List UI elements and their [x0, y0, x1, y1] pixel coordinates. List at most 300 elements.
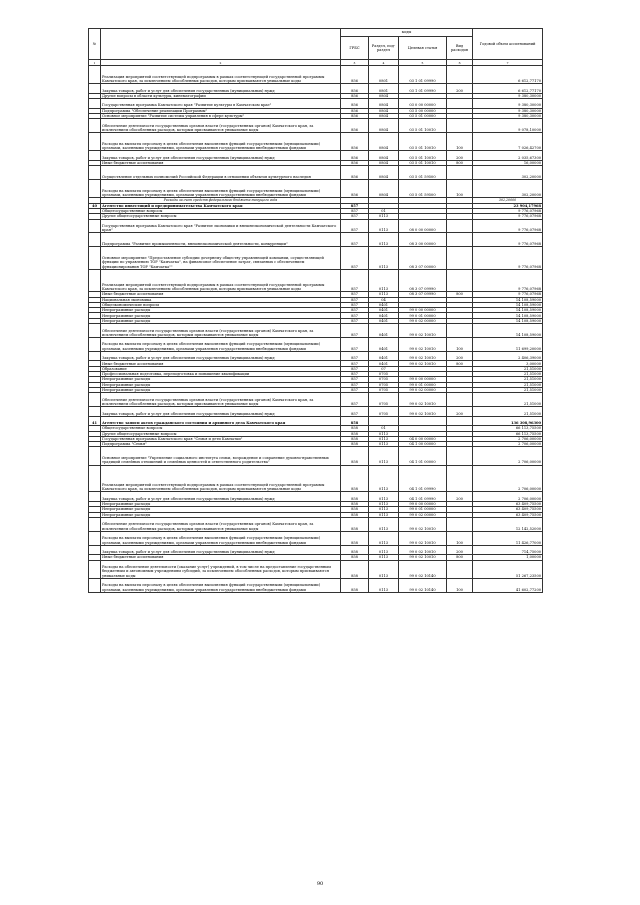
- row-name-cell: Непрограммные расходы: [101, 377, 341, 382]
- row-sum-cell: 136 308,96300: [473, 416, 543, 426]
- row-sum-cell: 6 612,77170: [473, 66, 543, 84]
- row-name-cell: Иные бюджетные ассигнования: [101, 555, 341, 560]
- row-number-cell: [89, 84, 101, 94]
- row-number-cell: [89, 99, 101, 109]
- row-grbs-cell: 857: [341, 219, 369, 233]
- row-grbs-cell: 856: [341, 151, 369, 161]
- row-name-cell: Закупка товаров, работ и услуг для обеспечения государственных (муниципальных) нужд: [101, 492, 341, 502]
- row-target-article-cell: 04 1 01 09990: [399, 465, 447, 492]
- table-row: [89, 492, 543, 502]
- row-section-cell: 0113: [369, 292, 399, 297]
- row-number-cell: [89, 545, 101, 555]
- row-grbs-cell: 857: [341, 387, 369, 392]
- row-sum-cell: 1,00000: [473, 555, 543, 560]
- row-name-cell: Национальная экономика: [101, 297, 341, 302]
- row-number-cell: [89, 166, 101, 180]
- row-section-cell: 0401: [369, 318, 399, 323]
- table-row: [89, 337, 543, 351]
- row-expense-type-cell: [447, 247, 473, 270]
- table-row: [89, 517, 543, 531]
- row-section-cell: 0113: [369, 512, 399, 517]
- row-expense-type-cell: [447, 517, 473, 531]
- row-expense-type-cell: 100: [447, 337, 473, 351]
- row-section-cell: 0113: [369, 531, 399, 545]
- row-name-cell: Непрограммные расходы: [101, 387, 341, 392]
- row-sum-cell: 9 380,30000: [473, 93, 543, 98]
- row-grbs-cell: 858: [341, 507, 369, 512]
- row-grbs-cell: 857: [341, 247, 369, 270]
- row-grbs-cell: 858: [341, 502, 369, 507]
- row-sum-cell: 2 406,39000: [473, 351, 543, 361]
- row-target-article-cell: 99 0 02 00000: [399, 512, 447, 517]
- row-target-article-cell: 03 5 01 10010: [399, 119, 447, 133]
- row-section-cell: 0804: [369, 166, 399, 180]
- table-row: [89, 247, 543, 270]
- row-sum-cell: 9 776,07968: [473, 233, 543, 247]
- row-section-cell: [369, 416, 399, 426]
- table-row: [89, 560, 543, 578]
- row-target-article-cell: 03 5 01 59500: [399, 166, 447, 180]
- row-expense-type-cell: [447, 393, 473, 407]
- row-expense-type-cell: 100: [447, 578, 473, 592]
- row-sum-cell: 2 706,00000: [473, 465, 543, 492]
- row-target-article-cell: 03 5 01 10010: [399, 151, 447, 161]
- row-section-cell: 0804: [369, 99, 399, 109]
- row-grbs-cell: 858: [341, 578, 369, 592]
- row-expense-type-cell: 100: [447, 133, 473, 151]
- column-header-codes: коды: [341, 29, 473, 37]
- row-grbs-cell: 857: [341, 292, 369, 297]
- row-name-cell: Закупка товаров, работ и услуг для обеспечения государственных (муниципальных) нужд: [101, 407, 341, 417]
- column-index: 2: [101, 60, 341, 66]
- row-expense-type-cell: 200: [447, 492, 473, 502]
- row-name-cell: Образование: [101, 366, 341, 371]
- row-target-article-cell: 99 0 02 10140: [399, 578, 447, 592]
- row-section-cell: 0113: [369, 233, 399, 247]
- table-row: [89, 465, 543, 492]
- row-section-cell: 0113: [369, 442, 399, 447]
- row-expense-type-cell: [447, 233, 473, 247]
- row-name-cell: Основное мероприятие "Укрепление социального института семьи, возрождение и сохранение духовно-нравственных традиций семейных отношений и семейных ценностей и ответственного родительства": [101, 447, 341, 465]
- row-name-cell: Реализация мероприятий соответствующей подпрограммы в рамках соответствующей государственной программы Камчатского края, за исключением обособленных расходов, которым присваиваются уникальные коды: [101, 66, 341, 84]
- table-row: [89, 166, 543, 180]
- row-section-cell: 0804: [369, 151, 399, 161]
- row-name-cell: Реализация мероприятий соответствующей подпрограммы в рамках соответствующей государственной программы Камчатского края, за исключением обособленных расходов, которым присваиваются уникальные коды: [101, 465, 341, 492]
- row-target-article-cell: 99 0 02 10010: [399, 531, 447, 545]
- row-section-cell: 0804: [369, 133, 399, 151]
- row-target-article-cell: 08 3 07 00000: [399, 247, 447, 270]
- row-name-cell: Непрограммные расходы: [101, 502, 341, 507]
- row-grbs-cell: 856: [341, 160, 369, 165]
- row-name-cell: Расходы на выплаты персоналу в целях обеспечения выполнения функций государственными (муниципальными) органами, казенными учреждениями, органами управления государственными внебюджетными фондами: [101, 337, 341, 351]
- row-target-article-cell: 03 5 01 59500: [399, 180, 447, 198]
- row-name-cell: Расходы на выплаты персоналу в целях обеспечения выполнения функций государственными (муниципальными) органами, казенными учреждениями, органами управления государственными внебюджетными фондами: [101, 531, 341, 545]
- table-row: [89, 219, 543, 233]
- row-sum-cell: 12 142,52000: [473, 517, 543, 531]
- row-grbs-cell: 858: [341, 560, 369, 578]
- row-number-cell: 41: [89, 416, 101, 426]
- row-grbs-cell: 858: [341, 545, 369, 555]
- row-section-cell: 0804: [369, 113, 399, 118]
- row-grbs-cell: 858: [341, 436, 369, 441]
- row-grbs-cell: 858: [341, 442, 369, 447]
- row-section-cell: 0113: [369, 431, 399, 436]
- row-grbs-cell: 857: [341, 393, 369, 407]
- row-number-cell: [89, 407, 101, 417]
- row-number-cell: [89, 66, 101, 84]
- table-row: [89, 531, 543, 545]
- row-name-cell: Общегосударственные вопросы: [101, 208, 341, 213]
- row-sum-cell: 63 409,75500: [473, 502, 543, 507]
- row-target-article-cell: 99 0 01 00000: [399, 507, 447, 512]
- row-sum-cell: 14 108,59000: [473, 308, 543, 313]
- row-sum-cell: 21,51000: [473, 366, 543, 371]
- column-index: 5: [399, 60, 447, 66]
- row-number-cell: [89, 133, 101, 151]
- row-expense-type-cell: [447, 119, 473, 133]
- row-expense-type-cell: 100: [447, 180, 473, 198]
- row-target-article-cell: 99 0 02 10010: [399, 517, 447, 531]
- row-sum-cell: 21,51000: [473, 372, 543, 377]
- column-index: 6: [447, 60, 473, 66]
- row-target-article-cell: [399, 416, 447, 426]
- row-section-cell: 0705: [369, 382, 399, 387]
- row-number-cell: [89, 247, 101, 270]
- row-name-cell: Другие вопросы в области культуры, кинематографии: [101, 93, 341, 98]
- row-sum-cell: 14 108,59000: [473, 318, 543, 323]
- row-name-cell: Обеспечение деятельности государственных органов власти (государственных органов) Камчатского края, за исключением обособленных расходов, которым присваиваются уникальные коды: [101, 393, 341, 407]
- row-number-cell: [89, 351, 101, 361]
- table-row: [89, 269, 543, 292]
- row-grbs-cell: 857: [341, 324, 369, 338]
- row-name-cell: Государственная программа Камчатского края "Развитие экономики и внешнеэкономической деятельности Камчатского края": [101, 219, 341, 233]
- row-grbs-cell: 858: [341, 447, 369, 465]
- row-target-article-cell: 99 0 02 10010: [399, 545, 447, 555]
- table-row: [89, 84, 543, 94]
- row-name-cell: Другие общегосударственные вопросы: [101, 214, 341, 219]
- row-section-cell: 0113: [369, 247, 399, 270]
- row-target-article-cell: 03 5 01 10010: [399, 133, 447, 151]
- row-expense-type-cell: 200: [447, 545, 473, 555]
- row-name-cell: Профессиональная подготовка, переподготовка и повышение квалификации: [101, 372, 341, 377]
- row-grbs-cell: 856: [341, 133, 369, 151]
- row-target-article-cell: 99 0 02 10010: [399, 351, 447, 361]
- budget-table-sheet: [88, 28, 542, 593]
- row-name-cell: Другие общегосударственные вопросы: [101, 431, 341, 436]
- row-sum-cell: 21,51000: [473, 407, 543, 417]
- table-body: [89, 66, 543, 593]
- row-sum-cell: 302,20000: [473, 180, 543, 198]
- row-name-cell: Иные бюджетные ассигнования: [101, 361, 341, 366]
- row-target-article-cell: 03 5 01 10010: [399, 160, 447, 165]
- row-grbs-cell: 856: [341, 180, 369, 198]
- row-grbs-cell: 857: [341, 361, 369, 366]
- row-sum-cell: 21,51000: [473, 382, 543, 387]
- row-grbs-cell: 856: [341, 166, 369, 180]
- row-number-cell: [89, 578, 101, 592]
- row-target-article-cell: 99 0 00 00000: [399, 308, 447, 313]
- row-section-cell: 0401: [369, 313, 399, 318]
- row-target-article-cell: 99 0 02 10140: [399, 560, 447, 578]
- row-sum-cell: 9 776,07968: [473, 269, 543, 292]
- table-row: [89, 447, 543, 465]
- row-expense-type-cell: 800: [447, 160, 473, 165]
- row-target-article-cell: 03 0 00 00000: [399, 99, 447, 109]
- row-name-cell: Реализация мероприятий соответствующей подпрограммы в рамках соответствующей государственной программы Камчатского края, за исключением обособленных расходов, которым присваиваются уникальные коды: [101, 269, 341, 292]
- row-number-cell: [89, 393, 101, 407]
- row-grbs-cell: 857: [341, 203, 369, 208]
- row-name-cell: Основное мероприятие "Развитие системы управления в сфере культуры": [101, 113, 341, 118]
- row-sum-cell: 9 776,07968: [473, 247, 543, 270]
- row-expense-type-cell: [447, 447, 473, 465]
- row-grbs-cell: 857: [341, 233, 369, 247]
- row-expense-type-cell: 200: [447, 151, 473, 161]
- table-row: [89, 578, 543, 592]
- row-name-cell: Осуществление отдельных полномочий Российской Федерации в отношении объектов культурного наследия: [101, 166, 341, 180]
- row-section-cell: 0113: [369, 578, 399, 592]
- row-name-cell: Закупка товаров, работ и услуг для обеспечения государственных (муниципальных) нужд: [101, 151, 341, 161]
- table-row: [89, 180, 543, 198]
- row-target-article-cell: 08 0 00 00000: [399, 219, 447, 233]
- row-target-article-cell: 03 1 01 09990: [399, 66, 447, 84]
- row-target-article-cell: 99 0 01 00000: [399, 313, 447, 318]
- row-target-article-cell: 99 0 02 10010: [399, 555, 447, 560]
- row-target-article-cell: 99 0 02 10010: [399, 337, 447, 351]
- row-sum-cell: 11 699,20000: [473, 337, 543, 351]
- row-section-cell: 0705: [369, 393, 399, 407]
- row-name-cell: Основное мероприятие "Предоставление субсидии дочернему обществу управляющей компании, осуществляющей функции по управлению ТОР "Камчатка", на финансовое обеспечение затрат, связанных с обеспечением функционирования ТОР "Камчатка"": [101, 247, 341, 270]
- row-sum-cell: 63 409,75500: [473, 507, 543, 512]
- row-section-cell: 0401: [369, 351, 399, 361]
- row-grbs-cell: 857: [341, 308, 369, 313]
- column-index: 4: [369, 60, 399, 66]
- row-sum-cell: 14 108,59000: [473, 324, 543, 338]
- row-name-cell: Подпрограмма "Развитие промышленности, внешнеэкономической деятельности, конкуренции": [101, 233, 341, 247]
- row-name-cell: Иные бюджетные ассигнования: [101, 160, 341, 165]
- row-section-cell: 0113: [369, 507, 399, 512]
- row-sum-cell: 9 776,07968: [473, 292, 543, 297]
- row-section-cell: 0705: [369, 377, 399, 382]
- row-name-cell: Непрограммные расходы: [101, 308, 341, 313]
- row-sum-cell: 2 706,00000: [473, 447, 543, 465]
- column-header-expense-type: Вид расходов: [447, 37, 473, 60]
- table-row: [89, 99, 543, 109]
- row-name-cell: Общеэкономические вопросы: [101, 302, 341, 307]
- row-grbs-cell: 857: [341, 302, 369, 307]
- row-sum-cell: 16,00000: [473, 160, 543, 165]
- row-sum-cell: 714,75000: [473, 545, 543, 555]
- row-target-article-cell: 99 0 02 10010: [399, 393, 447, 407]
- row-sum-cell: 66 113,75500: [473, 431, 543, 436]
- row-grbs-cell: 857: [341, 269, 369, 292]
- row-grbs-cell: 856: [341, 84, 369, 94]
- row-section-cell: 04: [369, 297, 399, 302]
- table-row: [89, 545, 543, 555]
- row-number-cell: [89, 180, 101, 198]
- row-target-article-cell: 99 0 00 00000: [399, 502, 447, 507]
- table-row: [89, 324, 543, 338]
- row-target-article-cell: 99 0 02 10010: [399, 361, 447, 366]
- row-sum-cell: 66 113,75500: [473, 426, 543, 431]
- row-name-cell: Государственная программа Камчатского края "Развитие культуры в Камчатском крае": [101, 99, 341, 109]
- table-row: [89, 351, 543, 361]
- row-number-cell: [89, 119, 101, 133]
- row-section-cell: 0401: [369, 308, 399, 313]
- column-header-target-article: Целевая статья: [399, 37, 447, 60]
- row-grbs-cell: 856: [341, 113, 369, 118]
- row-grbs-cell: 857: [341, 351, 369, 361]
- row-expense-type-cell: [447, 465, 473, 492]
- row-name-cell: Общегосударственные вопросы: [101, 426, 341, 431]
- row-sum-cell: 9 078,10000: [473, 119, 543, 133]
- page-number: 90: [316, 881, 324, 887]
- row-target-article-cell: 03 5 00 00000: [399, 108, 447, 113]
- row-expense-type-cell: 200: [447, 351, 473, 361]
- row-sum-cell: 14 108,59000: [473, 297, 543, 302]
- row-section-cell: 0705: [369, 372, 399, 377]
- row-grbs-cell: 858: [341, 531, 369, 545]
- row-number-cell: [89, 324, 101, 338]
- row-section-cell: 0401: [369, 302, 399, 307]
- row-sum-cell: 9 380,30000: [473, 108, 543, 113]
- row-target-article-cell: 99 0 02 10010: [399, 324, 447, 338]
- table-row: [89, 233, 543, 247]
- row-section-cell: 0401: [369, 337, 399, 351]
- row-number-cell: [89, 269, 101, 292]
- row-expense-type-cell: 200: [447, 84, 473, 94]
- row-grbs-cell: 856: [341, 99, 369, 109]
- row-section-cell: 0113: [369, 465, 399, 492]
- column-header-number: №: [89, 29, 101, 60]
- row-name-cell: Непрограммные расходы: [101, 507, 341, 512]
- column-header-section: Раздел, под-раздел: [369, 37, 399, 60]
- row-section-cell: 0113: [369, 545, 399, 555]
- row-grbs-cell: 857: [341, 377, 369, 382]
- row-target-article-cell: 04 1 01 00000: [399, 447, 447, 465]
- row-name-cell: Непрограммные расходы: [101, 382, 341, 387]
- row-target-article-cell: 99 0 00 00000: [399, 377, 447, 382]
- row-expense-type-cell: 100: [447, 531, 473, 545]
- row-grbs-cell: 857: [341, 313, 369, 318]
- row-grbs-cell: 858: [341, 492, 369, 502]
- row-section-cell: 0705: [369, 407, 399, 417]
- row-target-article-cell: 08 3 00 00000: [399, 233, 447, 247]
- row-target-article-cell: 08 3 07 09990: [399, 269, 447, 292]
- row-name-cell: Непрограммные расходы: [101, 318, 341, 323]
- row-name-cell: Расходы на обеспечение деятельности (оказание услуг) учреждений, в том числе на предоставление государственным бюджетным и автономным учреждениям субсидий, за исключением обособленных расходов, которым присваиваются уникальные коды: [101, 560, 341, 578]
- row-grbs-cell: 857: [341, 372, 369, 377]
- row-number-cell: [89, 337, 101, 351]
- row-section-cell: 0401: [369, 324, 399, 338]
- row-grbs-cell: 858: [341, 416, 369, 426]
- row-grbs-cell: 858: [341, 555, 369, 560]
- row-sum-cell: 9 776,07968: [473, 219, 543, 233]
- row-grbs-cell: 856: [341, 66, 369, 84]
- row-sum-cell: 51 267,23500: [473, 560, 543, 578]
- row-target-article-cell: 03 1 01 09990: [399, 84, 447, 94]
- row-grbs-cell: 857: [341, 214, 369, 219]
- table-row: [89, 416, 543, 426]
- row-target-article-cell: 04 1 00 00000: [399, 442, 447, 447]
- row-grbs-cell: 858: [341, 517, 369, 531]
- row-grbs-cell: 857: [341, 407, 369, 417]
- row-section-cell: 01: [369, 426, 399, 431]
- row-section-cell: 0804: [369, 108, 399, 113]
- row-sum-cell: 63 409,75500: [473, 512, 543, 517]
- table-row: [89, 66, 543, 84]
- row-number-cell: [89, 465, 101, 492]
- row-grbs-cell: 857: [341, 382, 369, 387]
- budget-table: [88, 28, 543, 593]
- row-section-cell: 0705: [369, 387, 399, 392]
- row-name-cell: Закупка товаров, работ и услуг для обеспечения государственных (муниципальных) нужд: [101, 351, 341, 361]
- row-name-cell: Подпрограмма "Семья": [101, 442, 341, 447]
- column-index: 3: [341, 60, 369, 66]
- row-expense-type-cell: [447, 560, 473, 578]
- row-grbs-cell: 856: [341, 108, 369, 113]
- row-number-cell: [89, 447, 101, 465]
- row-target-article-cell: 99 0 01 00000: [399, 382, 447, 387]
- row-section-cell: 0801: [369, 66, 399, 84]
- row-name-cell: Непрограммные расходы: [101, 512, 341, 517]
- row-sum-cell: 3,00000: [473, 361, 543, 366]
- row-name-cell: Обеспечение деятельности государственных органов власти (государственных органов) Камчатского края, за исключением обособленных расходов, которым присваиваются уникальные коды: [101, 324, 341, 338]
- row-sum-cell: 302,20000: [473, 166, 543, 180]
- row-sum-cell: 302,20000: [473, 198, 543, 203]
- row-sum-cell: 21,51000: [473, 387, 543, 392]
- row-sum-cell: 14 108,59000: [473, 302, 543, 307]
- row-section-cell: 0113: [369, 502, 399, 507]
- row-name-cell: Обеспечение деятельности государственных органов власти (государственных органов) Камчатского края, за исключением обособленных расходов, которым присваиваются уникальные коды: [101, 517, 341, 531]
- row-sum-cell: 21,51000: [473, 393, 543, 407]
- row-target-article-cell: 99 0 02 00000: [399, 387, 447, 392]
- row-sum-cell: 2 706,00000: [473, 492, 543, 502]
- row-name-cell: Обеспечение деятельности государственных органов власти (государственных органов) Камчатского края, за исключением обособленных расходов, которым присваиваются уникальные коды: [101, 119, 341, 133]
- row-target-article-cell: 99 0 02 00000: [399, 318, 447, 323]
- row-section-cell: 0401: [369, 361, 399, 366]
- row-sum-cell: 9 380,30000: [473, 113, 543, 118]
- row-sum-cell: 9 776,07968: [473, 208, 543, 213]
- table-row: [89, 393, 543, 407]
- row-expense-type-cell: [447, 416, 473, 426]
- row-number-cell: [89, 219, 101, 233]
- column-header-name: [101, 29, 341, 60]
- row-sum-cell: 2 035,67300: [473, 151, 543, 161]
- row-grbs-cell: 857: [341, 318, 369, 323]
- row-name-cell: Иные бюджетные ассигнования: [101, 292, 341, 297]
- row-expense-type-cell: 800: [447, 292, 473, 297]
- row-section-cell: 0113: [369, 219, 399, 233]
- row-name-cell: Агентство инвестиций и предпринимательства Камчатского края: [101, 203, 341, 208]
- row-name-cell: Расходы на выплаты персоналу в целях обеспечения выполнения функций государственными (муниципальными) органами, казенными учреждениями, органами управления государственными внебюджетными фондами: [101, 578, 341, 592]
- row-grbs-cell: 858: [341, 512, 369, 517]
- row-expense-type-cell: [447, 166, 473, 180]
- row-grbs-cell: 857: [341, 337, 369, 351]
- row-expense-type-cell: [447, 219, 473, 233]
- row-grbs-cell: 857: [341, 297, 369, 302]
- row-number-cell: [89, 517, 101, 531]
- row-sum-cell: 14 108,59000: [473, 313, 543, 318]
- row-number-cell: [89, 233, 101, 247]
- row-section-cell: 0804: [369, 93, 399, 98]
- row-target-article-cell: 04 0 00 00000: [399, 436, 447, 441]
- row-number-cell: [89, 492, 101, 502]
- row-name-cell: Государственная программа Камчатского края "Семья и дети Камчатки": [101, 436, 341, 441]
- row-expense-type-cell: 800: [447, 361, 473, 366]
- row-name-cell: Расходы на выплаты персоналу в целях обеспечения выполнения функций государственными (муниципальными) органами, казенными учреждениями, органами управления государственными внебюджетными фондами: [101, 133, 341, 151]
- row-sum-cell: 2 706,00000: [473, 436, 543, 441]
- row-sum-cell: 23 904,17968: [473, 203, 543, 208]
